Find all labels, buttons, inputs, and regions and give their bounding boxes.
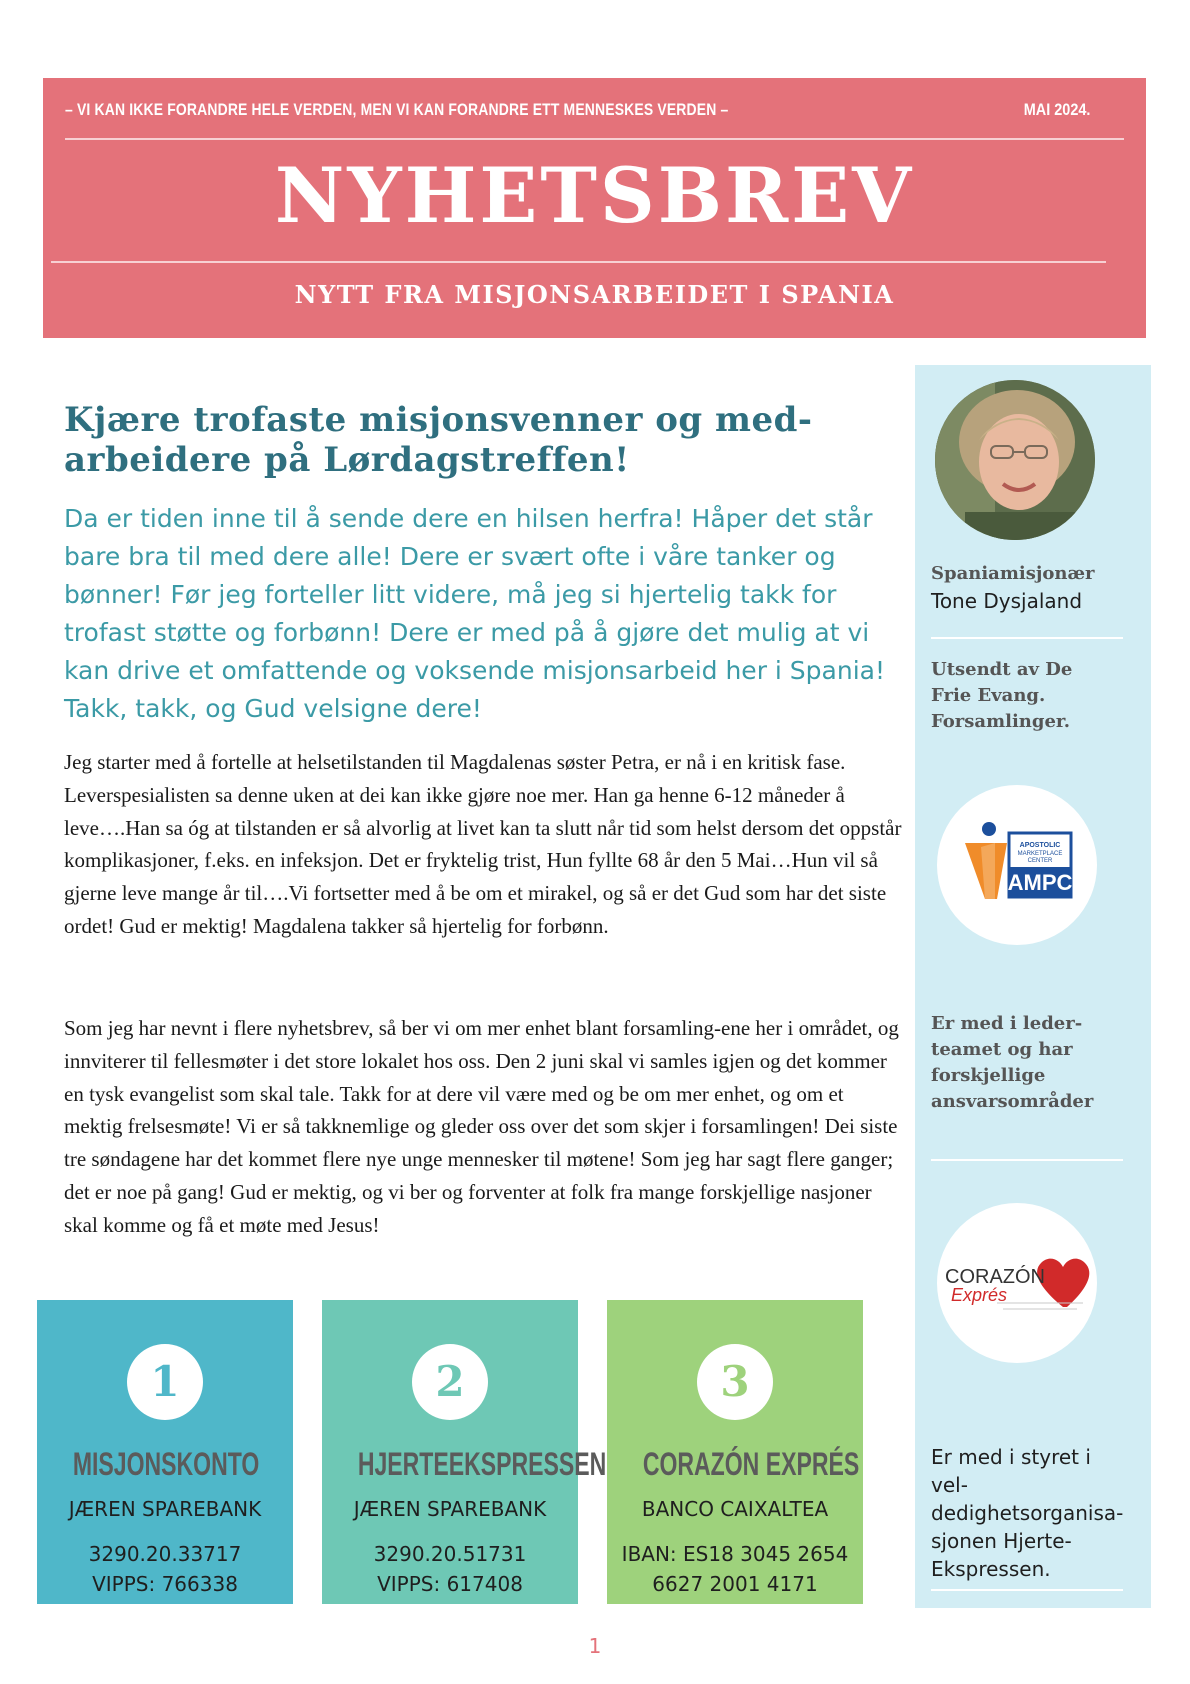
intro-paragraph: Da er tiden inne til å sende dere en hilsen herfra! Håper det står bare bra til med dere alle! Dere er svært ofte i våre tanker og bønner! Før jeg forteller litt videre, må jeg si hjertelig takk for trofast støtte og forbønn! Dere er med på å gjøre det mulig at vi kan drive et omfattende og voksende misjonsarbeid her i Spania! Takk, takk, og Gud velsigne dere!	[64, 504, 885, 723]
greeting-line-1: Kjære trofaste misjonsvenner og med-	[64, 400, 813, 440]
leadership-text: Er med i leder-teamet og har forskjellige ansvarsområder	[931, 1013, 1094, 1112]
newsletter-title: NYHETSBREV	[274, 151, 915, 240]
header-divider-bottom	[51, 261, 1106, 263]
account-title: MISJONSKONTO	[72, 1446, 260, 1482]
missionary-portrait	[935, 380, 1095, 540]
issue-date: MAI 2024.	[1023, 100, 1090, 119]
body-paragraph-2: Som jeg har nevnt i flere nyhetsbrev, så ber vi om mer enhet blant forsamling-ene her i området, og innviterer til fellesmøter i det store lokalet hos oss. Den 2 juni skal vi samles igjen og det kommer en tysk evangelist som skal tale. Takk for at dere vil være med og be om mer enhet, og om et mektig frelsesmøte! Vi er så takknemlige og gleder oss over det som skjer i forsamlingen! Dei siste tre søndagene har det kommet flere nye unge mennesker til møtene! Som jeg har sagt flere ganger; det er noe på gang! Gud er mektig, og vi ber og forventer at folk fra mange forskjellige nasjoner skal komme og få et møte med Jesus!	[64, 1016, 899, 1237]
missionary-name: Tone Dysjaland	[931, 589, 1083, 613]
account-line-2: VIPPS: 617408	[377, 1572, 523, 1596]
corazon-expres-logo	[937, 1203, 1097, 1363]
board-text: Er med i styret i vel-dedighetsorganisa-sjonen Hjerte-Ekspressen.	[931, 1445, 1124, 1581]
svg-text:Exprés: Exprés	[951, 1285, 1008, 1305]
svg-text:AMPC: AMPC	[1007, 870, 1073, 895]
account-box-hjerteekspressen	[322, 1300, 607, 1604]
svg-text:APOSTOLIC: APOSTOLIC	[1019, 842, 1061, 849]
greeting-heading	[64, 400, 904, 480]
account-box-corazon-expres	[607, 1300, 863, 1604]
sidebar-divider	[931, 637, 1123, 639]
ampc-logo	[937, 785, 1097, 945]
account-bank: BANCO CAIXALTEA	[641, 1497, 829, 1521]
missionary-role: Spaniamisjonær	[931, 563, 1095, 584]
svg-text:MARKETPLACE: MARKETPLACE	[1017, 851, 1063, 857]
sidebar-divider	[931, 1589, 1123, 1591]
account-bank: JÆREN SPAREBANK	[68, 1497, 262, 1521]
account-number-badge: 1	[127, 1344, 203, 1420]
account-line-1: IBAN: ES18 3045 2654	[621, 1542, 849, 1566]
account-line-1: 3290.20.51731	[373, 1542, 527, 1566]
header-divider-top	[65, 138, 1124, 140]
svg-text:CENTER: CENTER	[1027, 858, 1053, 864]
header-banner	[43, 78, 1146, 338]
account-number-badge: 2	[412, 1344, 488, 1420]
sidebar	[915, 365, 1151, 1608]
svg-text:CORAZÓN: CORAZÓN	[945, 1266, 1045, 1288]
greeting-line-2: arbeidere på Lørdagstreffen!	[64, 440, 630, 480]
account-bank: JÆREN SPAREBANK	[353, 1497, 547, 1521]
page-number: 1	[588, 1634, 602, 1658]
account-title: CORAZÓN EXPRÉS	[642, 1446, 860, 1482]
account-line-1: 3290.20.33717	[88, 1542, 242, 1566]
body-paragraph-1: Jeg starter med å fortelle at helsetilstanden til Magdalenas søster Petra, er nå i en kritisk fase. Leverspesialisten sa denne uken at dei kan ikke gjøre noe mer. Han ga henne 6-12 måneder å leve….Han sa óg at tilstanden er så alvorlig at livet kan ta slutt når tid som helst dersom det oppstår komplikasjoner, f.eks. en infeksjon. Det er fryktelig trist, Hun fyllte 68 år den 5 Mai…Hun vil så gjerne leve mange år til….Vi fortsetter med å be om et mirakel, og så er det Gud som har det siste ordet! Gud er mektig! Magdalena takker så hjertelig for forbønn.	[64, 750, 902, 938]
account-box-misjonskonto	[37, 1300, 293, 1604]
account-line-2: 6627 2001 4171	[652, 1572, 818, 1596]
sent-by-text: Utsendt av De Frie Evang. Forsamlinger.	[931, 659, 1073, 732]
main-intro	[64, 400, 904, 728]
newsletter-subtitle: NYTT FRA MISJONSARBEIDET I SPANIA	[294, 280, 895, 309]
account-title: HJERTEEKSPRESSEN	[357, 1446, 607, 1482]
sidebar-divider	[931, 1159, 1123, 1161]
tagline: – VI KAN IKKE FORANDRE HELE VERDEN, MEN VI KAN FORANDRE ETT MENNESKES VERDEN –	[65, 100, 729, 119]
account-number-badge: 3	[697, 1344, 773, 1420]
account-line-2: VIPPS: 766338	[92, 1572, 238, 1596]
